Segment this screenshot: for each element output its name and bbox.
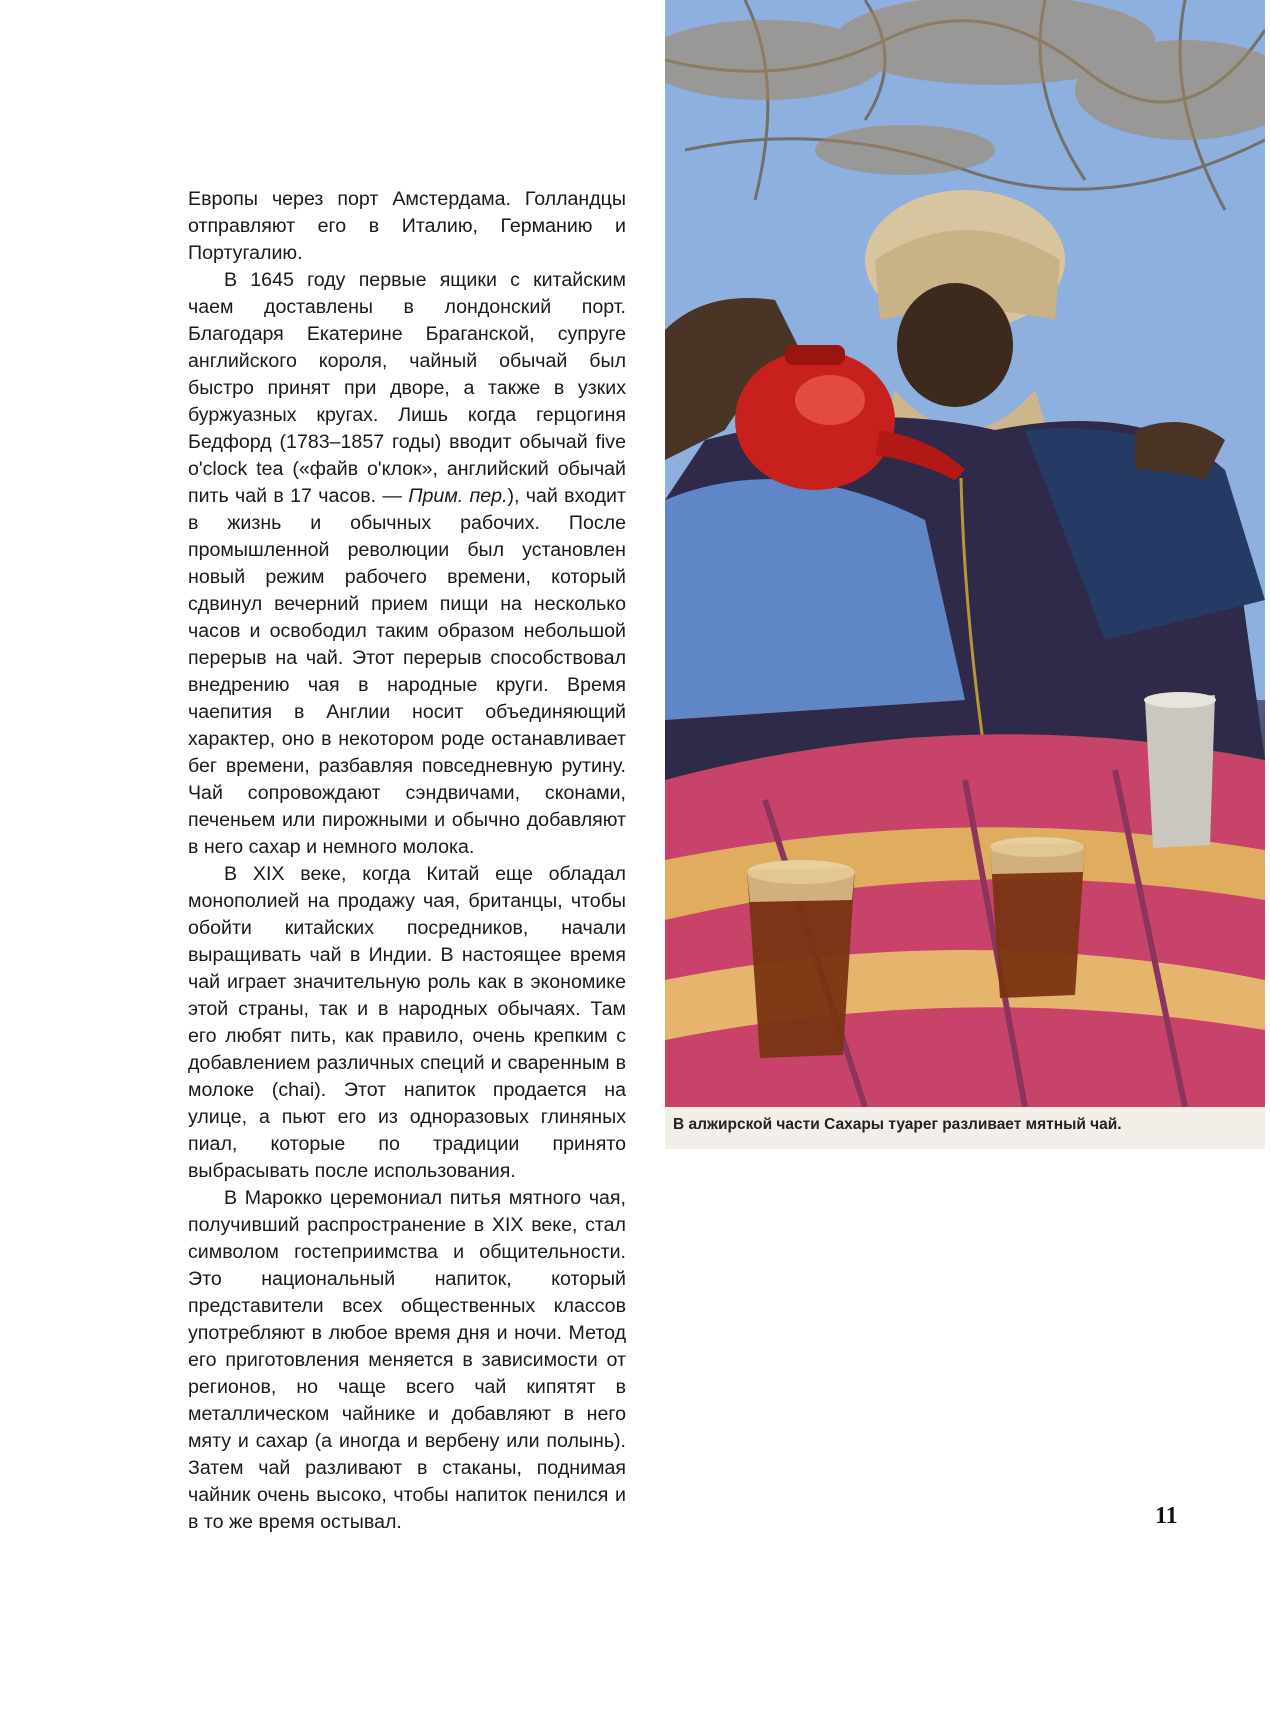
tuareg-tea-photo	[665, 0, 1265, 1107]
paragraph	[188, 267, 626, 861]
tea-glass	[990, 837, 1085, 998]
body-text	[188, 186, 626, 1536]
paragraph-text-continued: ), чай входит в жизнь и обычных рабочих. После промышленной революции был установлен новый режим рабочего времени, который сдвинул вечерний прием пищи на несколько часов и освободил таким образом небольшой перерыв на чай. Этот перерыв способствовал внедрению чая в народные круги. Время чаепития в Англии носит объединяющий характер, оно в некотором роде останавливает бег времени, разбавляя повседневную рутину. Чай сопровождают сэндвичами, сконами, печеньем или пирожными и обычно добавляют в него сахар и немного молока.	[188, 485, 626, 858]
tea-glass	[747, 860, 855, 1058]
photo-caption: В алжирской части Сахары туарег разливает мятный чай.	[673, 1116, 1122, 1133]
paragraph: В Марокко церемониал питья мятного чая, получивший распространение в XIX веке, стал символом гостеприимства и общительности. Это национальный напиток, который представители всех общественных классов употребляют в любое время дня и ночи. Метод его приготовления меняется в зависимости от регионов, но чаще всего чай кипятят в металлическом чайнике и добавляют в него мяту и сахар (а иногда и вербену или полынь). Затем чай разливают в стаканы, поднимая чайник очень высоко, чтобы напиток пенился и в то же время остывал.	[188, 1187, 626, 1533]
translator-note: Прим. пер.	[408, 485, 508, 507]
page-number: 11	[1155, 1503, 1178, 1529]
paragraph: В XIX веке, когда Китай еще обладал монополией на продажу чая, британцы, чтобы обойти китайских посредников, начали выращивать чай в Индии. В настоящее время чай играет значительную роль как в экономике этой страны, так и в народных обычаях. Там его любят пить, как правило, очень крепким с добавлением различных специй и сваренным в молоке (chai). Этот напиток продается на улице, а пьют его из одноразовых глиняных пиал, которые по традиции принято выбрасывать после использования.	[188, 863, 626, 1182]
paragraph: Европы через порт Амстердама. Голландцы отправляют его в Италию, Германию и Португалию.	[188, 188, 626, 264]
paragraph-text: В 1645 году первые ящики с китайским чаем доставлены в лондонский порт. Благодаря Екатерине Браганской, супруге английского короля, чайный обычай был быстро принят при дворе, а также в узких буржуазных кругах. Лишь когда герцогиня Бедфорд (1783–1857 годы) вводит обычай five o'clock tea («файв о'клок», английский обычай пить чай в 17 часов. —	[188, 269, 626, 507]
